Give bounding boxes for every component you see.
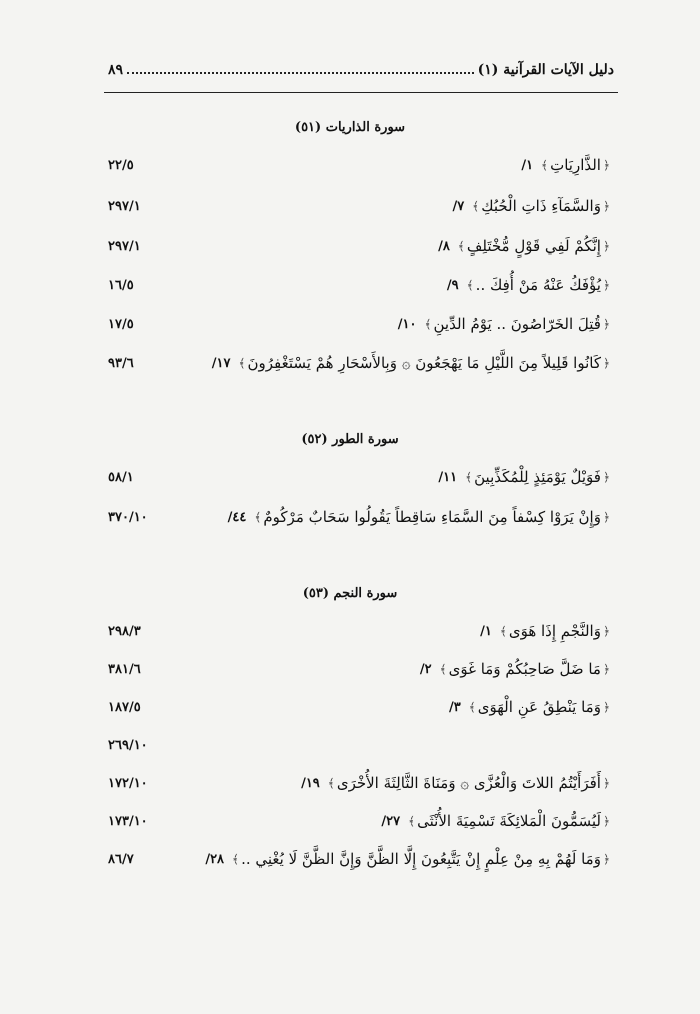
index-row (108, 311, 612, 337)
index-row (108, 350, 612, 376)
verse-number: ١١/ (438, 469, 458, 485)
ornament-icon: ﴿ (602, 470, 610, 484)
verse-text: ﴿ لَيُسَمُّونَ الْمَلائِكَةَ تَسْمِيَةَ الأُنْثَى ﴾ ٢٧/ (381, 812, 610, 830)
ornament-icon: ﴾ (472, 199, 480, 213)
verse-text: ﴿ وَالسَّمَآءِ ذَاتِ الْحُبُكِ ﴾ ٧/ (452, 197, 610, 215)
verse-text: ﴿ يُؤْفَكُ عَنْهُ مَنْ أُفِكَ .. ﴾ ٩/ (446, 276, 610, 294)
page-reference: ٨٦/٧ (108, 851, 134, 867)
ornament-icon: ﴾ (424, 317, 432, 331)
verse-number: ٣/ (449, 699, 461, 715)
index-row (108, 694, 612, 720)
ornament-icon: ﴿ (602, 199, 610, 213)
verse-text: ﴿ أَفَرَأَيْتُمُ اللاتَ وَالْعُزَّى ۞ وَمَنَاةَ الثَّالِثَةَ الأُخْرَى ﴾ ١٩/ (301, 774, 610, 792)
index-row (108, 152, 612, 178)
verse-number: ١/ (521, 157, 534, 173)
header-title: دليل الآيات القرآنية (١) (477, 62, 614, 78)
ornament-icon: ﴿ (602, 700, 610, 714)
verse-number: ٧/ (452, 198, 465, 214)
ornament-icon: ﴾ (499, 624, 507, 638)
page-reference: ٢٩٧/١ (108, 238, 141, 254)
verse-number: ٢/ (419, 661, 432, 677)
verse-number: ١/ (480, 623, 492, 639)
page-reference: ١٧/٥ (108, 316, 134, 332)
ornament-icon: ﴾ (232, 852, 240, 866)
page-reference: ٣٧٠/١٠ (108, 509, 148, 525)
page-reference: ١٧٢/١٠ (108, 775, 148, 791)
verse-text: ﴿ وَإِنْ يَرَوْا كِسْفاً مِنَ السَّمَاءِ سَاقِطاً يَقُولُوا سَحَابٌ مَرْكُومٌ ﴾ ٤٤/ (227, 508, 610, 526)
ornament-icon: ﴾ (439, 662, 447, 676)
ornament-icon: ﴿ (602, 239, 610, 253)
ornament-icon: ﴿ (602, 510, 610, 524)
verse-number: ٤٤/ (227, 509, 247, 525)
verse-text: ﴿ كَانُوا قَلِيلاً مِنَ اللَّيْلِ مَا يَهْجَعُونَ ۞ وَبِالأَسْحَارِ هُمْ يَسْتَغْفِرُونَ ﴾ ١٧/ (211, 354, 610, 372)
page-reference: ٣٨١/٦ (108, 661, 141, 677)
verse-number: ١٠/ (397, 316, 417, 332)
ornament-icon: ﴾ (457, 239, 465, 253)
index-row (108, 656, 612, 682)
verse-text: ﴿ فَوَيْلٌ يَوْمَئِذٍ لِلْمُكَذِّبِينَ ﴾ ١١/ (438, 468, 610, 486)
ornament-icon: ﴿ (602, 278, 610, 292)
page-reference: ٢٩٧/١ (108, 198, 141, 214)
ornament-icon: ﴾ (466, 278, 474, 292)
verse-number: ٢٧/ (381, 813, 401, 829)
ornament-icon: ﴿ (602, 158, 610, 172)
surah-title: سورة الطور (٥٢) (301, 432, 399, 447)
index-row (108, 732, 612, 758)
ornament-icon: ﴾ (541, 158, 549, 172)
verse-text: ﴿ وَمَا لَهُمْ بِهِ مِنْ عِلْمٍ إِنْ يَتَّبِعُونَ إِلَّا الظَّنَّ وَإِنَّ الظَّنَّ لَا يُغْنِي .. ﴾ ٢٨/ (205, 850, 610, 868)
verse-text: ﴿ مَا ضَلَّ صَاحِبُكُمْ وَمَا غَوَى ﴾ ٢/ (419, 660, 610, 678)
ornament-icon: ﴿ (602, 356, 610, 370)
running-header (108, 62, 614, 78)
ornament-icon: ﴾ (238, 356, 246, 370)
page-reference: ٥٨/١ (108, 469, 134, 485)
ornament-icon: ﴿ (602, 662, 610, 676)
index-row (108, 504, 612, 530)
page-reference: ٢٢/٥ (108, 157, 134, 173)
ornament-icon: ﴾ (408, 814, 416, 828)
surah-title: سورة النجم (٥٣) (302, 586, 398, 601)
ornament-icon: ﴾ (254, 510, 262, 524)
verse-number: ٩/ (446, 277, 459, 293)
page-number: ٨٩ (108, 62, 124, 78)
surah-title: سورة الذاريات (٥١) (294, 120, 406, 135)
leader-dots (127, 72, 474, 74)
ornament-icon: ﴿ (602, 317, 610, 331)
page-reference: ٢٩٨/٣ (108, 623, 141, 639)
verse-text: ﴿ وَمَا يَنْطِقُ عَنِ الْهَوَى ﴾ ٣/ (449, 698, 610, 716)
verse-text: ﴿ وَالنَّجْمِ إِذَا هَوَى ﴾ ١/ (480, 622, 610, 640)
index-row (108, 770, 612, 796)
index-row (108, 233, 612, 259)
page-reference: ١٨٧/٥ (108, 699, 141, 715)
verse-number: ٢٨/ (205, 851, 225, 867)
ornament-icon: ﴿ (602, 776, 610, 790)
verse-text: ﴿ إِنَّكُمْ لَفِي قَوْلٍ مُّخْتَلِفٍ ﴾ ٨/ (438, 237, 610, 255)
ornament-icon: ﴿ (602, 852, 610, 866)
index-row (108, 272, 612, 298)
index-row (108, 464, 612, 490)
verse-text: ﴿ قُتِلَ الخَرّاصُونَ .. يَوْمُ الدِّينِ ﴾ ١٠/ (397, 315, 610, 333)
page-reference: ١٦/٥ (108, 277, 134, 293)
index-row (108, 846, 612, 872)
index-row (108, 808, 612, 834)
verse-number: ١٩/ (301, 775, 320, 791)
verse-number: ١٧/ (211, 355, 231, 371)
index-row (108, 618, 612, 644)
index-row (108, 193, 612, 219)
ornament-icon: ﴾ (327, 776, 335, 790)
page-reference: ١٧٣/١٠ (108, 813, 148, 829)
page-reference: ٢٦٩/١٠ (108, 737, 148, 753)
verse-text: ﴿ الذَّارِيَاتِ ﴾ ١/ (521, 156, 610, 174)
page-reference: ٩٣/٦ (108, 355, 134, 371)
verse-number: ٨/ (438, 238, 450, 254)
ornament-icon: ﴿ (602, 624, 610, 638)
header-rule (104, 92, 618, 93)
ornament-icon: ﴾ (468, 700, 476, 714)
ornament-icon: ﴿ (602, 814, 610, 828)
ornament-icon: ﴾ (465, 470, 473, 484)
